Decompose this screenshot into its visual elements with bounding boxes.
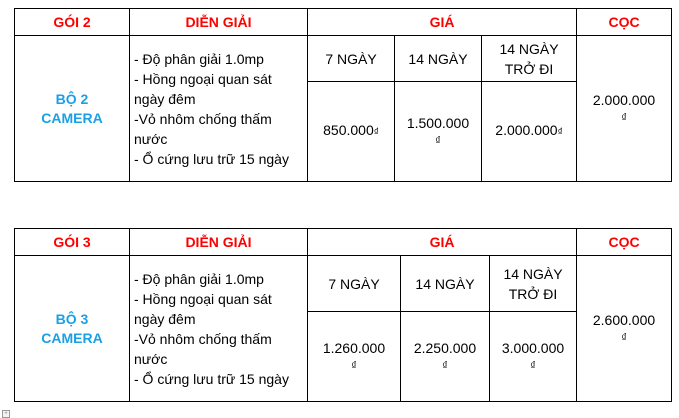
feature-item: - Hồng ngoại quan sát ngày đêm <box>134 70 272 107</box>
deposit-value: 2.600.000 <box>592 312 656 328</box>
header-deposit: CỌC <box>577 229 672 256</box>
feature-item: - Ổ cứng lưu trữ 15 ngày <box>134 370 289 387</box>
table-row <box>15 36 672 82</box>
duration-label: 14 NGÀY TRỞ ĐI <box>499 40 559 77</box>
header-description: DIỄN GIẢI <box>130 229 308 256</box>
price-value: 2.000.000 <box>495 122 558 138</box>
table-row <box>15 256 672 312</box>
duration-14-days: 14 NGÀY <box>395 36 482 82</box>
price-14-days <box>395 82 482 182</box>
table-header-row <box>15 229 672 256</box>
deposit-cell <box>577 256 672 402</box>
currency-symbol: ₫ <box>530 360 536 372</box>
header-description: DIỄN GIẢI <box>130 9 308 36</box>
feature-item: - Hồng ngoại quan sát ngày đêm <box>134 290 272 327</box>
package-name <box>15 256 130 402</box>
feature-list <box>130 36 308 182</box>
anchor-marker-icon: + <box>2 410 10 418</box>
feature-item: - Độ phân giải 1.0mp <box>134 50 264 67</box>
currency-symbol: ₫ <box>621 112 627 124</box>
deposit-cell <box>577 36 672 182</box>
duration-14-days-plus <box>482 36 577 82</box>
feature-item: -Vỏ nhôm chống thấm nước <box>134 330 272 367</box>
package-name-line1: BỘ 3 <box>55 310 89 327</box>
price-value: 850.000 <box>323 122 374 138</box>
package-name-line2: CAMERA <box>41 329 103 346</box>
package-name-line1: BỘ 2 <box>55 90 89 107</box>
currency-symbol: ₫ <box>557 127 563 138</box>
price-7-days <box>308 82 395 182</box>
header-package: GÓI 2 <box>15 9 130 36</box>
currency-symbol: ₫ <box>621 332 627 344</box>
table-header-row <box>15 9 672 36</box>
price-14-days-plus <box>482 82 577 182</box>
price-7-days <box>308 312 401 402</box>
currency-symbol: ₫ <box>435 135 441 147</box>
price-value: 1.260.000 <box>322 340 386 356</box>
currency-symbol: ₫ <box>351 360 357 372</box>
duration-7-days: 7 NGÀY <box>308 256 401 312</box>
package-name <box>15 36 130 182</box>
duration-14-days-plus <box>490 256 577 312</box>
feature-item: - Ổ cứng lưu trữ 15 ngày <box>134 150 289 167</box>
price-14-days <box>401 312 490 402</box>
currency-symbol: ₫ <box>442 360 448 372</box>
package-name-line2: CAMERA <box>41 109 103 126</box>
feature-item: -Vỏ nhôm chống thấm nước <box>134 110 272 147</box>
deposit-value: 2.000.000 <box>592 92 656 108</box>
header-deposit: CỌC <box>577 9 672 36</box>
header-package: GÓI 3 <box>15 229 130 256</box>
duration-7-days: 7 NGÀY <box>308 36 395 82</box>
price-value: 1.500.000 <box>406 115 470 131</box>
currency-symbol: ₫ <box>373 127 379 138</box>
feature-item: - Độ phân giải 1.0mp <box>134 270 264 287</box>
package-table-goi-3 <box>14 228 672 402</box>
duration-14-days: 14 NGÀY <box>401 256 490 312</box>
price-14-days-plus <box>490 312 577 402</box>
header-price: GIÁ <box>308 229 577 256</box>
header-price: GIÁ <box>308 9 577 36</box>
package-table-goi-2 <box>14 8 672 182</box>
price-value: 3.000.000 <box>501 340 565 356</box>
duration-label: 14 NGÀY TRỞ ĐI <box>503 265 563 302</box>
feature-list <box>130 256 308 402</box>
price-value: 2.250.000 <box>413 340 477 356</box>
